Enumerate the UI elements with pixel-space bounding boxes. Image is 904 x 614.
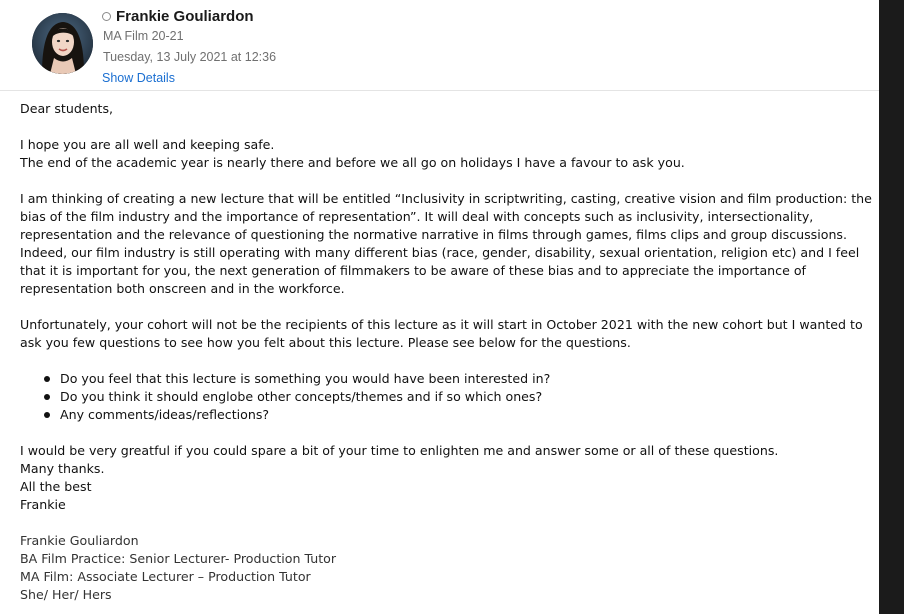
intro-line: I hope you are all well and keeping safe. [20,137,275,152]
closing-line: Frankie [20,497,66,512]
questions-list [20,370,878,424]
signature-line: BA Film Practice: Senior Lecturer- Production Tutor [20,551,337,566]
list-item: Do you think it should englobe other concepts/themes and if so which ones? [44,388,878,406]
signature-line: Frankie Gouliardon [20,533,139,548]
closing-line: All the best [20,479,92,494]
message-subject: MA Film 20-21 [103,29,184,43]
greeting: Dear students, [20,101,114,116]
cohort-paragraph: Unfortunately, your cohort will not be the recipients of this lecture as it will start in October 2021 with the new cohort but I wanted to ask you few questions to see how you felt about this lecture. Please see below for the questions. [20,317,863,350]
sender-name[interactable]: Frankie Gouliardon [116,8,254,25]
lecture-paragraph: I am thinking of creating a new lecture that will be entitled “Inclusivity in scriptwriting, casting, creative vision and film production: the bias of the film industry and the importance of representation”. It will deal with concepts such as inclusivity, intersectionality, representation and the relevance of questioning the normative narrative in films through games, films clips and group discussions. Indeed, our film industry is still operating with many different bias (race, gender, disability, sexual orientation, religion etc) and I feel that it is important for you, the next generation of filmmakers to be aware of these bias and to appreciate the importance of representation both onscreen and in the workforce. [20,191,872,296]
message-header [0,0,879,91]
signature-line: She/ Her/ Hers [20,587,112,602]
closing-line: Many thanks. [20,461,105,476]
avatar-portrait [32,13,93,74]
window-edge [879,0,904,614]
avatar[interactable] [32,13,93,74]
list-item: Any comments/ideas/reflections? [44,406,878,424]
sender-row [102,8,254,25]
signature-line: MA Film: Associate Lecturer – Production Tutor [20,569,311,584]
message-date: Tuesday, 13 July 2021 at 12:36 [103,50,277,64]
list-item: Do you feel that this lecture is something you would have been interested in? [44,370,878,388]
show-details-link[interactable]: Show Details [102,71,175,85]
intro-line: The end of the academic year is nearly there and before we all go on holidays I have a favour to ask you. [20,155,685,170]
presence-status-icon [102,12,111,21]
message-body [20,100,878,604]
closing-line: I would be very greatful if you could spare a bit of your time to enlighten me and answer some or all of these questions. [20,443,779,458]
